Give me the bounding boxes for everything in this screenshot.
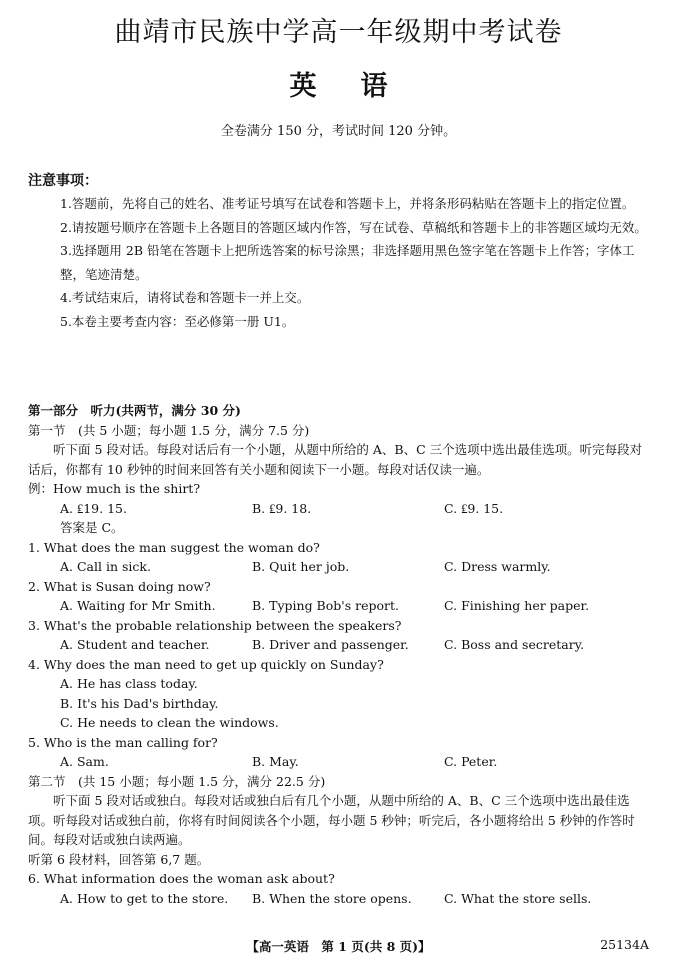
section1-instructions: 听下面 5 段对话。每段对话后有一个小题，从题中所给的 A、B、C 三个选项中选出最佳选项。听完每段对话后，你都有 10 秒钟的时间来回答有关小题和阅读下一小题。每段对话仅读一遍。 bbox=[28, 442, 643, 477]
q5-option-a: A. Sam. bbox=[60, 754, 109, 769]
example-options bbox=[60, 499, 654, 519]
notice-item-4: 4.考试结束后，请将试卷和答题卡一并上交。 bbox=[60, 290, 310, 305]
question-5: 5. Who is the man calling for? bbox=[28, 734, 218, 750]
question-1-options bbox=[60, 557, 654, 577]
exam-meta: 全卷满分 150 分，考试时间 120 分钟。 bbox=[220, 124, 457, 139]
q1-option-a: A. Call in sick. bbox=[60, 559, 151, 574]
section2-heading: 第二节 (共 15 小题；每小题 1.5 分，满分 22.5 分) bbox=[28, 773, 326, 789]
q4-option-b: B. It's his Dad's birthday. bbox=[60, 695, 219, 711]
q3-option-c: C. Boss and secretary. bbox=[444, 637, 585, 652]
q2-option-b: B. Typing Bob's report. bbox=[252, 598, 399, 613]
section2-material: 听第 6 段材料，回答第 6,7 题。 bbox=[28, 851, 210, 867]
subject-char-1: 英 bbox=[289, 71, 317, 102]
footer-page-info: 【高一英语 第 1 页(共 8 页)】 bbox=[246, 939, 431, 954]
q5-option-b: B. May. bbox=[252, 754, 299, 769]
section1-heading: 第一节 (共 5 小题；每小题 1.5 分，满分 7.5 分) bbox=[28, 422, 310, 438]
q3-option-b: B. Driver and passenger. bbox=[252, 637, 409, 652]
exam-title: 曲靖市民族中学高一年级期中考试卷 bbox=[114, 17, 563, 48]
notice-heading: 注意事项： bbox=[28, 173, 98, 189]
question-3: 3. What's the probable relationship between the speakers? bbox=[28, 617, 402, 633]
footer-code: 25134A bbox=[600, 937, 649, 952]
q3-option-a: A. Student and teacher. bbox=[60, 637, 210, 652]
q6-option-c: C. What the store sells. bbox=[444, 890, 592, 906]
example-answer: 答案是 C。 bbox=[60, 520, 124, 535]
q2-option-c: C. Finishing her paper. bbox=[444, 598, 590, 613]
notice-item-5: 5.本卷主要考查内容：至必修第一册 U1。 bbox=[60, 313, 295, 329]
part1-heading: 第一部分 听力(共两节，满分 30 分) bbox=[28, 403, 241, 418]
q6-option-b: B. When the store opens. bbox=[252, 890, 412, 906]
q2-option-a: A. Waiting for Mr Smith. bbox=[60, 598, 216, 613]
q4-option-a: A. He has class today. bbox=[60, 676, 198, 691]
question-6-options bbox=[60, 889, 654, 909]
example-question: 例：How much is the shirt? bbox=[28, 481, 201, 496]
question-3-options bbox=[60, 635, 654, 655]
question-2-options bbox=[60, 596, 654, 616]
section2-instructions: 听下面 5 段对话或独白。每段对话或独白后有几个小题，从题中所给的 A、B、C 三个选项中选出最佳选项。听每段对话或独白前，你将有时间阅读各个小题，每小题 5 秒钟；听完后，各小题将给出 5 秒钟的作答时间。每段对话或独白读两遍。 bbox=[28, 793, 635, 847]
notice-item-3: 3.选择题用 2B 铅笔在答题卡上把所选答案的标号涂黑；非选择题用黑色签字笔在答题卡上作答；字体工整，笔迹清楚。 bbox=[60, 243, 635, 282]
example-option-c: C. ₤9. 15. bbox=[444, 500, 504, 516]
notice-list bbox=[60, 192, 652, 333]
question-2: 2. What is Susan doing now? bbox=[28, 578, 211, 594]
part1-block bbox=[28, 401, 654, 908]
question-4: 4. Why does the man need to get up quickly on Sunday? bbox=[28, 656, 384, 672]
q4-option-c: C. He needs to clean the windows. bbox=[60, 715, 279, 730]
subject-title bbox=[0, 64, 677, 103]
q6-option-a: A. How to get to the store. bbox=[60, 890, 229, 906]
notice-item-1: 1.答题前，先将自己的姓名、准考证号填写在试卷和答题卡上，并将条形码粘贴在答题卡上的指定位置。 bbox=[60, 196, 635, 211]
question-5-options bbox=[60, 752, 654, 772]
q5-option-c: C. Peter. bbox=[444, 754, 498, 769]
example-option-b: B. ₤9. 18. bbox=[252, 500, 312, 516]
question-1: 1. What does the man suggest the woman do? bbox=[28, 539, 320, 555]
question-6: 6. What information does the woman ask about? bbox=[28, 871, 335, 886]
notice-item-2: 2.请按题号顺序在答题卡上各题目的答题区域内作答，写在试卷、草稿纸和答题卡上的非答题区域均无效。 bbox=[60, 219, 647, 235]
q1-option-b: B. Quit her job. bbox=[252, 559, 350, 574]
q1-option-c: C. Dress warmly. bbox=[444, 559, 551, 574]
example-option-a: A. ₤19. 15. bbox=[60, 500, 127, 516]
subject-char-2: 语 bbox=[360, 71, 388, 102]
